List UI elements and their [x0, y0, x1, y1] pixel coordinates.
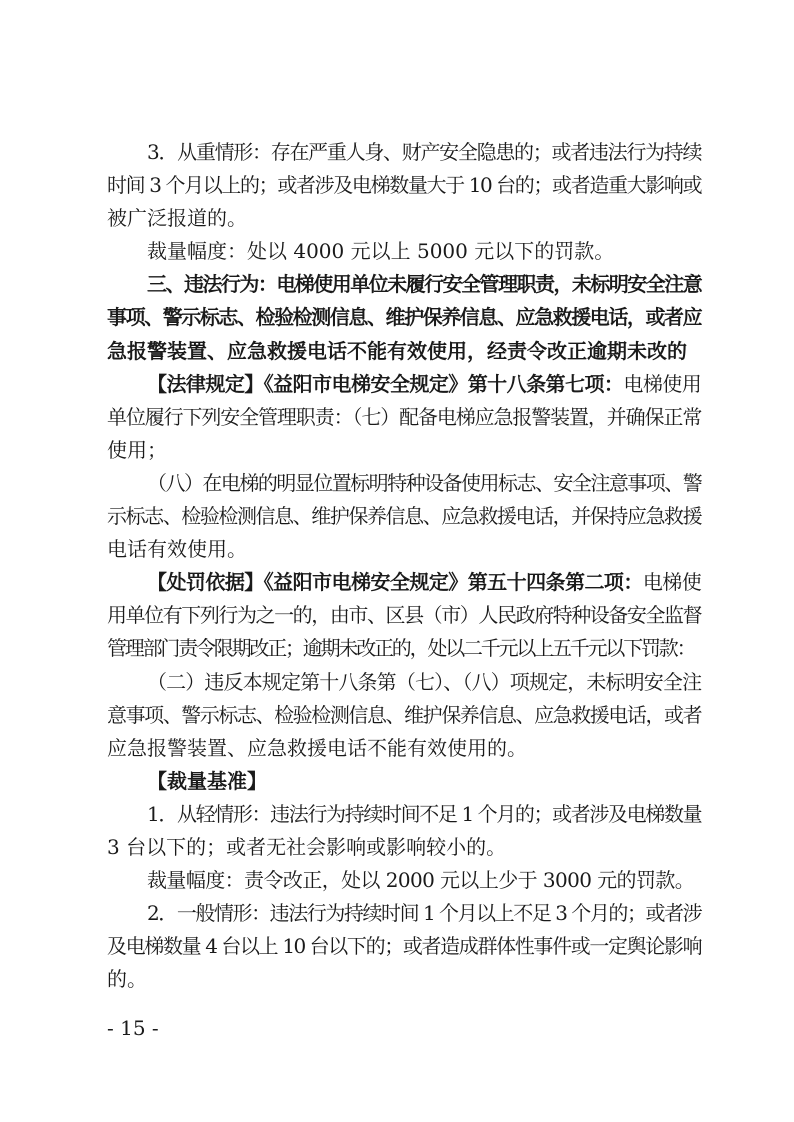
normal-text: 的。: [107, 967, 147, 992]
normal-text: 电话有效使用。: [107, 537, 247, 562]
bold-text: 【裁量基准】: [147, 768, 267, 793]
paragraph: [107, 798, 701, 864]
text-line: [107, 368, 701, 401]
text-line: [107, 401, 701, 434]
text-line: [107, 301, 701, 334]
text-line: [107, 930, 701, 963]
normal-text: 2．一般情形：违法行为持续时间 1 个月以上不足 3 个月的；或者涉: [147, 901, 701, 926]
normal-text: （二）违反本规定第十八条第（七）、（八）项规定，未标明安全注: [147, 669, 701, 694]
text-line: [107, 566, 701, 599]
text-line: [107, 434, 701, 467]
normal-text: 1．从轻情形：违法行为持续时间不足 1 个月的；或者涉及电梯数量: [147, 801, 701, 826]
text-line: [107, 169, 701, 202]
paragraph: [107, 467, 701, 566]
text-line: [107, 831, 701, 864]
bold-text: 三、违法行为：电梯使用单位未履行安全管理职责，未标明安全注意: [147, 272, 701, 297]
bold-text: 【法律规定】《益阳市电梯安全规定》第十八条第七项：: [147, 371, 624, 396]
bold-text: 急报警装置、应急救援电话不能有效使用，经责令改正逾期未改的: [107, 338, 687, 363]
document-body: [107, 136, 701, 996]
normal-text: 示标志、检验检测信息、维护保养信息、应急救援电话，并保持应急救援: [107, 504, 701, 529]
paragraph: [107, 136, 701, 235]
normal-text: 意事项、警示标志、检验检测信息、维护保养信息、应急救援电话，或者: [107, 702, 701, 727]
normal-text: 及电梯数量 4 台以上 10 台以下的；或者造成群体性事件或一定舆论影响: [107, 934, 701, 959]
paragraph: [107, 897, 701, 996]
text-line: [107, 335, 701, 368]
paragraph: [107, 666, 701, 765]
normal-text: 裁量幅度：处以 4000 元以上 5000 元以下的罚款。: [147, 239, 615, 264]
text-line: [107, 765, 701, 798]
normal-text: 时间 3 个月以上的；或者涉及电梯数量大于 10 台的；或者造重大影响或: [107, 173, 701, 198]
paragraph: [107, 765, 701, 798]
paragraph: [107, 368, 701, 467]
normal-text: 单位履行下列安全管理职责：（七）配备电梯应急报警装置，并确保正常: [107, 404, 701, 429]
text-line: [107, 798, 701, 831]
normal-text: 3 台以下的；或者无社会影响或影响较小的。: [107, 834, 507, 859]
normal-text: 应急报警装置、应急救援电话不能有效使用的。: [107, 735, 527, 760]
text-line: [107, 235, 701, 268]
text-line: [107, 500, 701, 533]
paragraph: [107, 268, 701, 367]
bold-text: 【处罚依据】《益阳市电梯安全规定》第五十四条第二项：: [147, 570, 643, 595]
text-line: [107, 202, 701, 235]
text-line: [107, 864, 701, 897]
normal-text: 电梯使: [642, 570, 701, 595]
text-line: [107, 533, 701, 566]
page-number: - 15 -: [107, 1016, 159, 1040]
normal-text: （八）在电梯的明显位置标明特种设备使用标志、安全注意事项、警: [147, 470, 701, 495]
text-line: [107, 599, 701, 632]
text-line: [107, 268, 701, 301]
paragraph: [107, 864, 701, 897]
text-line: [107, 136, 701, 169]
text-line: [107, 732, 701, 765]
paragraph: [107, 235, 701, 268]
text-line: [107, 666, 701, 699]
text-line: [107, 467, 701, 500]
text-line: [107, 699, 701, 732]
normal-text: 3．从重情形：存在严重人身、财产安全隐患的；或者违法行为持续: [147, 140, 701, 164]
normal-text: 管理部门责令限期改正；逾期未改正的，处以二千元以上五千元以下罚款：: [107, 636, 695, 661]
text-line: [107, 963, 701, 996]
paragraph: [107, 566, 701, 665]
normal-text: 使用；: [107, 437, 167, 462]
text-line: [107, 632, 701, 665]
normal-text: 被广泛报道的。: [107, 206, 247, 231]
normal-text: 电梯使用: [623, 371, 701, 396]
text-line: [107, 897, 701, 930]
bold-text: 事项、警示标志、检验检测信息、维护保养信息、应急救援电话，或者应: [107, 305, 701, 330]
normal-text: 用单位有下列行为之一的，由市、区县（市）人民政府特种设备安全监督: [107, 603, 701, 628]
normal-text: 裁量幅度：责令改正，处以 2000 元以上少于 3000 元的罚款。: [147, 868, 695, 893]
